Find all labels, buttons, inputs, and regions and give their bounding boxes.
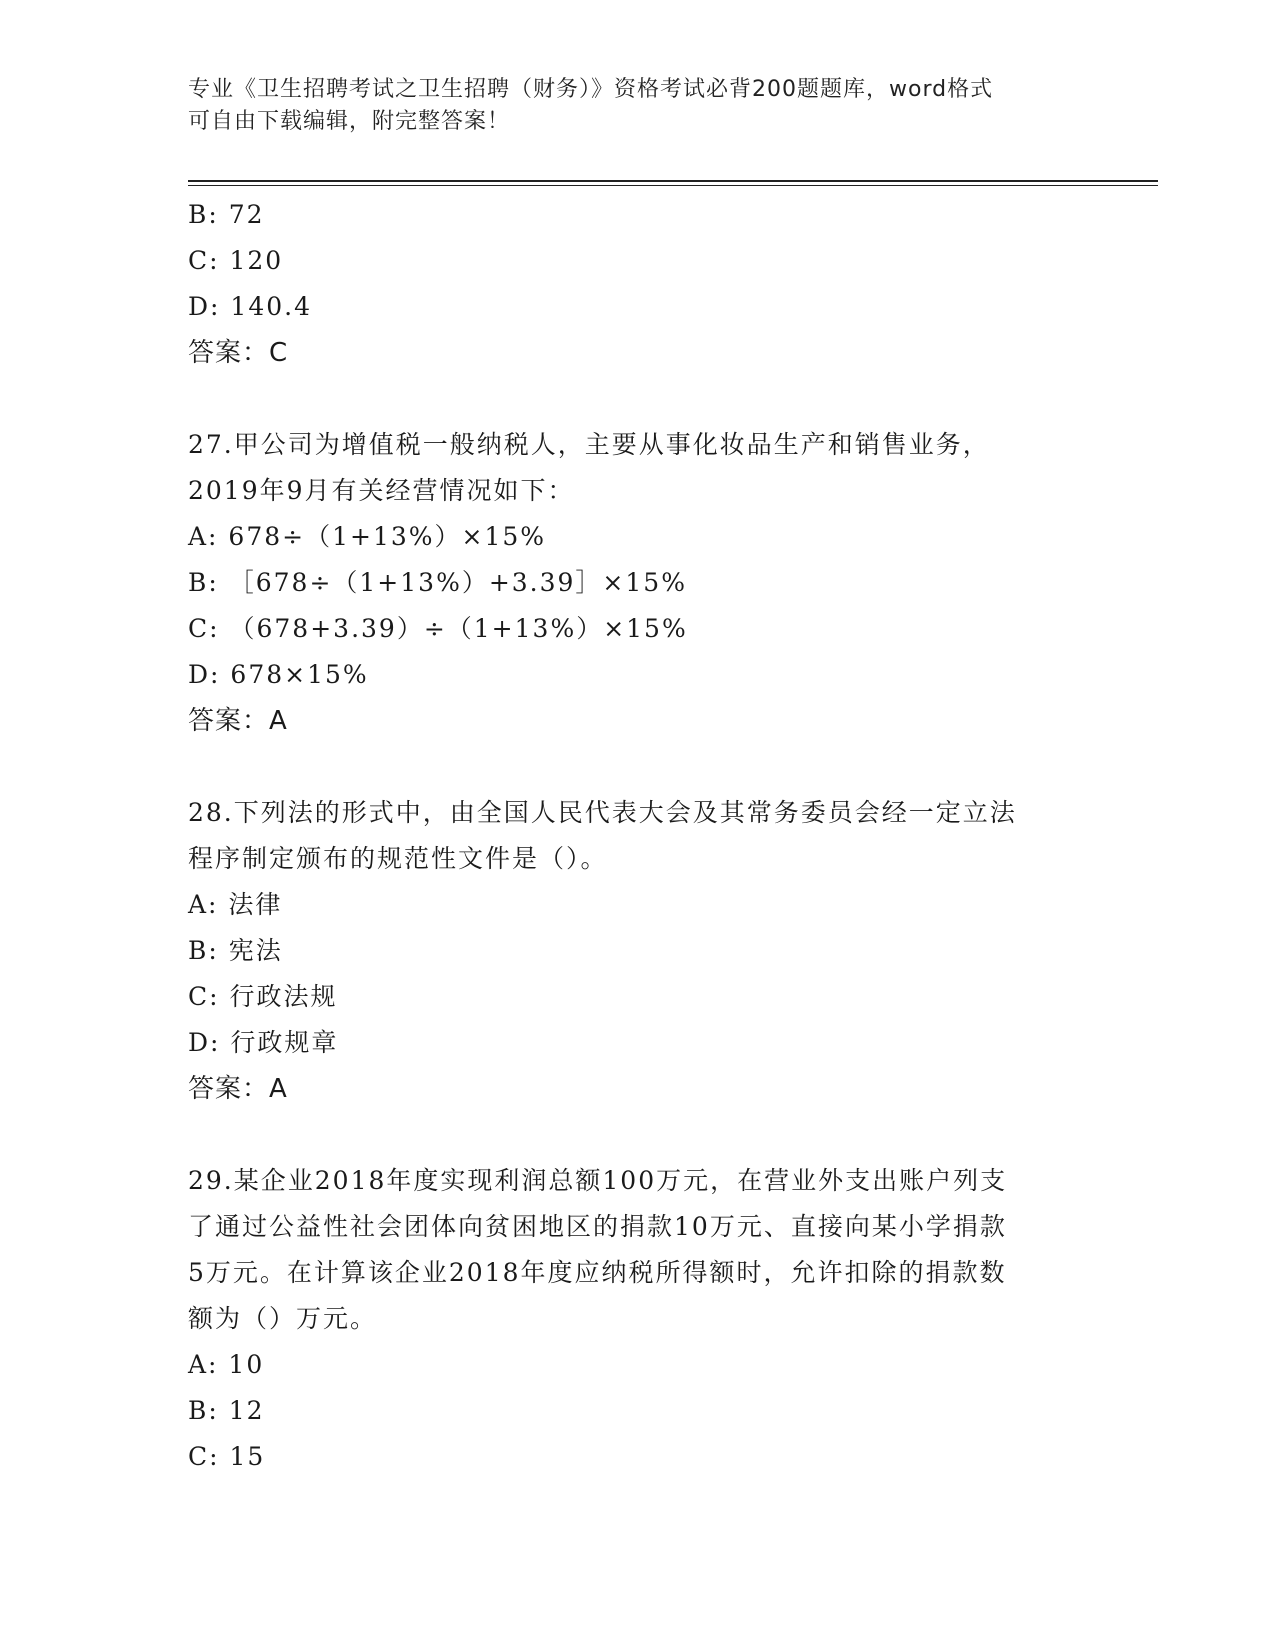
option-a: A: 678÷（1+13%）×15% (188, 522, 547, 551)
option-c: C: （678+3.39）÷（1+13%）×15% (188, 614, 688, 643)
option-d: D: 678×15% (188, 660, 369, 689)
option-c: C: 行政法规 (188, 982, 338, 1011)
header-line-1: 专业《卫生招聘考试之卫生招聘（财务）》资格考试必背200题题库，word格式 (188, 77, 994, 102)
document-header (188, 74, 1068, 138)
question-text (188, 1158, 1078, 1342)
question-text-line: 额为（）万元。 (188, 1304, 378, 1333)
header-line-2: 可自由下载编辑，附完整答案！ (188, 109, 511, 134)
question-text (188, 790, 1078, 882)
question-26-continued (188, 192, 1088, 376)
header-divider-thick (188, 180, 1158, 182)
question-29 (188, 1158, 1088, 1480)
option-d: D: 行政规章 (188, 1028, 339, 1057)
option-b: B: 72 (188, 200, 265, 229)
header-divider-thin (188, 185, 1158, 186)
option-c: C: 15 (188, 1442, 266, 1471)
option-b: B: ［678÷（1+13%）+3.39］×15% (188, 568, 687, 597)
option-c: C: 120 (188, 246, 284, 275)
question-text-line: 了通过公益性社会团体向贫困地区的捐款10万元、直接向某小学捐款 (188, 1212, 1007, 1241)
question-text-line: 29.某企业2018年度实现利润总额100万元，在营业外支出账户列支 (188, 1166, 1008, 1195)
answer-line: 答案：A (188, 1074, 288, 1104)
option-b: B: 12 (188, 1396, 265, 1425)
answer-line: 答案：C (188, 338, 289, 368)
question-text-line: 5万元。在计算该企业2018年度应纳税所得额时，允许扣除的捐款数 (188, 1258, 1007, 1287)
question-text-line: 程序制定颁布的规范性文件是（）。 (188, 844, 608, 873)
option-a: A: 10 (188, 1350, 265, 1379)
question-text-line: 27.甲公司为增值税一般纳税人，主要从事化妆品生产和销售业务， (188, 430, 990, 459)
option-a: A: 法律 (188, 890, 283, 919)
question-text-line: 2019年9月有关经营情况如下： (188, 476, 575, 505)
question-text (188, 422, 1078, 514)
option-b: B: 宪法 (188, 936, 283, 965)
question-list (188, 192, 1088, 1480)
question-27 (188, 422, 1088, 744)
answer-line: 答案：A (188, 706, 288, 736)
question-28 (188, 790, 1088, 1112)
question-text-line: 28.下列法的形式中，由全国人民代表大会及其常务委员会经一定立法 (188, 798, 1017, 827)
option-d: D: 140.4 (188, 292, 312, 321)
